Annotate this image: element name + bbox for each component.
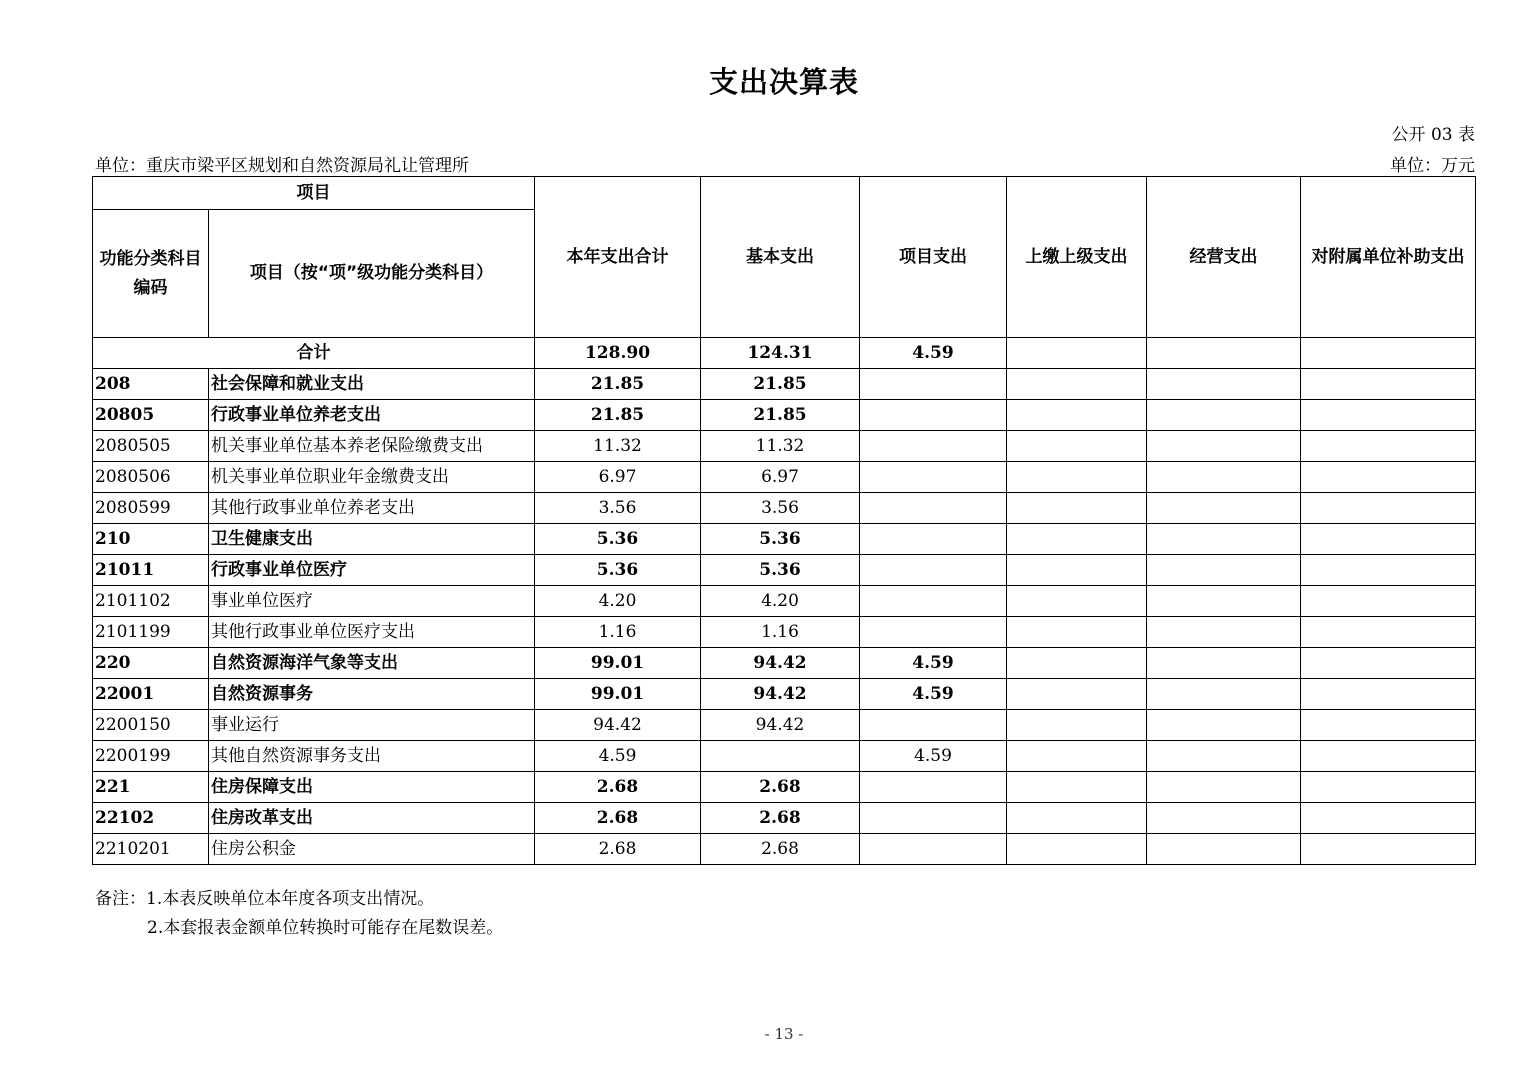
cell-basic: 2.68: [701, 803, 860, 834]
cell-total: 3.56: [535, 493, 701, 524]
cell-total: 11.32: [535, 431, 701, 462]
table-row: [93, 679, 1476, 710]
cell-item: [860, 369, 1007, 400]
cell-total: 4.59: [535, 741, 701, 772]
header-upper: 上缴上级支出: [1007, 177, 1147, 338]
cell-subsidy: [1301, 369, 1476, 400]
table-row: [93, 586, 1476, 617]
total-upper: [1007, 338, 1147, 369]
form-number: 公开 03 表: [1391, 125, 1475, 145]
cell-total: 2.68: [535, 772, 701, 803]
table-row: [93, 710, 1476, 741]
cell-code: 22001: [93, 679, 209, 710]
cell-upper: [1007, 648, 1147, 679]
table-row: [93, 741, 1476, 772]
cell-upper: [1007, 710, 1147, 741]
header-row-1: [93, 177, 1476, 210]
cell-name: 自然资源海洋气象等支出: [209, 648, 535, 679]
cell-basic: 1.16: [701, 617, 860, 648]
cell-basic: [701, 741, 860, 772]
cell-subsidy: [1301, 431, 1476, 462]
cell-subsidy: [1301, 617, 1476, 648]
cell-basic: 94.42: [701, 710, 860, 741]
cell-name: 机关事业单位职业年金缴费支出: [209, 462, 535, 493]
cell-basic: 4.20: [701, 586, 860, 617]
cell-code: 221: [93, 772, 209, 803]
cell-code: 21011: [93, 555, 209, 586]
cell-business: [1147, 741, 1301, 772]
page-title: 支出决算表: [708, 65, 859, 99]
table-row: [93, 555, 1476, 586]
cell-business: [1147, 617, 1301, 648]
cell-name: 住房公积金: [209, 834, 535, 865]
cell-business: [1147, 834, 1301, 865]
header-name: 项目（按“项”级功能分类科目）: [209, 210, 535, 338]
cell-name: 行政事业单位医疗: [209, 555, 535, 586]
cell-total: 5.36: [535, 555, 701, 586]
cell-total: 1.16: [535, 617, 701, 648]
table-row: [93, 369, 1476, 400]
total-sum: 128.90: [535, 338, 701, 369]
cell-code: 208: [93, 369, 209, 400]
cell-code: 22102: [93, 803, 209, 834]
cell-upper: [1007, 493, 1147, 524]
total-basic: 124.31: [701, 338, 860, 369]
cell-item: [860, 834, 1007, 865]
header-item: 项目支出: [860, 177, 1007, 338]
cell-name: 其他自然资源事务支出: [209, 741, 535, 772]
table-row: [93, 648, 1476, 679]
cell-item: [860, 462, 1007, 493]
cell-upper: [1007, 772, 1147, 803]
cell-item: [860, 772, 1007, 803]
cell-business: [1147, 772, 1301, 803]
cell-subsidy: [1301, 803, 1476, 834]
cell-code: 2200150: [93, 710, 209, 741]
cell-basic: 94.42: [701, 679, 860, 710]
cell-basic: 2.68: [701, 834, 860, 865]
cell-upper: [1007, 524, 1147, 555]
cell-name: 自然资源事务: [209, 679, 535, 710]
table-row: [93, 772, 1476, 803]
cell-total: 6.97: [535, 462, 701, 493]
cell-code: 2101102: [93, 586, 209, 617]
cell-code: 2080505: [93, 431, 209, 462]
table-row: [93, 803, 1476, 834]
cell-subsidy: [1301, 741, 1476, 772]
cell-code: 2101199: [93, 617, 209, 648]
cell-name: 行政事业单位养老支出: [209, 400, 535, 431]
cell-subsidy: [1301, 524, 1476, 555]
cell-item: 4.59: [860, 648, 1007, 679]
cell-item: [860, 493, 1007, 524]
cell-basic: 6.97: [701, 462, 860, 493]
cell-code: 220: [93, 648, 209, 679]
total-subsidy: [1301, 338, 1476, 369]
cell-code: 2210201: [93, 834, 209, 865]
cell-business: [1147, 431, 1301, 462]
cell-business: [1147, 710, 1301, 741]
cell-total: 99.01: [535, 648, 701, 679]
cell-business: [1147, 400, 1301, 431]
cell-subsidy: [1301, 400, 1476, 431]
cell-item: 4.59: [860, 679, 1007, 710]
unit-organization: 单位：重庆市梁平区规划和自然资源局礼让管理所: [95, 156, 469, 176]
cell-subsidy: [1301, 772, 1476, 803]
cell-upper: [1007, 741, 1147, 772]
cell-code: 2080599: [93, 493, 209, 524]
cell-basic: 5.36: [701, 555, 860, 586]
cell-item: [860, 400, 1007, 431]
header-code: 功能分类科目编码: [93, 210, 209, 338]
total-item: 4.59: [860, 338, 1007, 369]
cell-upper: [1007, 400, 1147, 431]
cell-code: 2200199: [93, 741, 209, 772]
cell-basic: 94.42: [701, 648, 860, 679]
cell-total: 21.85: [535, 369, 701, 400]
cell-item: 4.59: [860, 741, 1007, 772]
table-row: [93, 493, 1476, 524]
cell-item: [860, 431, 1007, 462]
table-row: [93, 431, 1476, 462]
cell-business: [1147, 369, 1301, 400]
cell-code: 20805: [93, 400, 209, 431]
total-business: [1147, 338, 1301, 369]
cell-basic: 3.56: [701, 493, 860, 524]
cell-business: [1147, 679, 1301, 710]
cell-business: [1147, 555, 1301, 586]
cell-subsidy: [1301, 834, 1476, 865]
cell-business: [1147, 648, 1301, 679]
table-row: [93, 524, 1476, 555]
cell-name: 机关事业单位基本养老保险缴费支出: [209, 431, 535, 462]
note-line-1: 备注：1.本表反映单位本年度各项支出情况。: [95, 889, 435, 909]
cell-total: 2.68: [535, 834, 701, 865]
header-basic: 基本支出: [701, 177, 860, 338]
cell-upper: [1007, 586, 1147, 617]
cell-subsidy: [1301, 555, 1476, 586]
cell-basic: 5.36: [701, 524, 860, 555]
total-row: [93, 338, 1476, 369]
cell-code: 210: [93, 524, 209, 555]
cell-business: [1147, 524, 1301, 555]
cell-subsidy: [1301, 586, 1476, 617]
cell-upper: [1007, 555, 1147, 586]
cell-business: [1147, 462, 1301, 493]
cell-basic: 11.32: [701, 431, 860, 462]
page-number: - 13 -: [764, 1025, 804, 1043]
cell-business: [1147, 493, 1301, 524]
cell-total: 94.42: [535, 710, 701, 741]
header-business: 经营支出: [1147, 177, 1301, 338]
cell-business: [1147, 586, 1301, 617]
header-project: 项目: [93, 177, 535, 210]
cell-item: [860, 617, 1007, 648]
table-row: [93, 400, 1476, 431]
table-row: [93, 617, 1476, 648]
cell-upper: [1007, 431, 1147, 462]
cell-item: [860, 710, 1007, 741]
cell-total: 21.85: [535, 400, 701, 431]
cell-upper: [1007, 679, 1147, 710]
cell-name: 卫生健康支出: [209, 524, 535, 555]
cell-name: 住房保障支出: [209, 772, 535, 803]
note-line-2: 2.本套报表金额单位转换时可能存在尾数误差。: [147, 918, 504, 938]
cell-total: 99.01: [535, 679, 701, 710]
cell-subsidy: [1301, 462, 1476, 493]
cell-name: 事业运行: [209, 710, 535, 741]
cell-total: 5.36: [535, 524, 701, 555]
cell-subsidy: [1301, 648, 1476, 679]
cell-subsidy: [1301, 710, 1476, 741]
cell-upper: [1007, 369, 1147, 400]
cell-subsidy: [1301, 493, 1476, 524]
cell-basic: 2.68: [701, 772, 860, 803]
unit-currency: 单位：万元: [1390, 156, 1475, 176]
cell-upper: [1007, 834, 1147, 865]
cell-total: 2.68: [535, 803, 701, 834]
total-label: 合计: [93, 338, 535, 369]
table-row: [93, 462, 1476, 493]
cell-basic: 21.85: [701, 369, 860, 400]
header-total: 本年支出合计: [535, 177, 701, 338]
header-subsidy: 对附属单位补助支出: [1301, 177, 1476, 338]
cell-upper: [1007, 617, 1147, 648]
expenditure-table: [92, 176, 1476, 865]
cell-item: [860, 555, 1007, 586]
cell-total: 4.20: [535, 586, 701, 617]
cell-subsidy: [1301, 679, 1476, 710]
cell-upper: [1007, 462, 1147, 493]
cell-name: 其他行政事业单位养老支出: [209, 493, 535, 524]
cell-upper: [1007, 803, 1147, 834]
cell-code: 2080506: [93, 462, 209, 493]
cell-name: 社会保障和就业支出: [209, 369, 535, 400]
cell-name: 事业单位医疗: [209, 586, 535, 617]
cell-name: 住房改革支出: [209, 803, 535, 834]
cell-business: [1147, 803, 1301, 834]
cell-item: [860, 524, 1007, 555]
cell-basic: 21.85: [701, 400, 860, 431]
cell-item: [860, 586, 1007, 617]
cell-name: 其他行政事业单位医疗支出: [209, 617, 535, 648]
cell-item: [860, 803, 1007, 834]
table-row: [93, 834, 1476, 865]
